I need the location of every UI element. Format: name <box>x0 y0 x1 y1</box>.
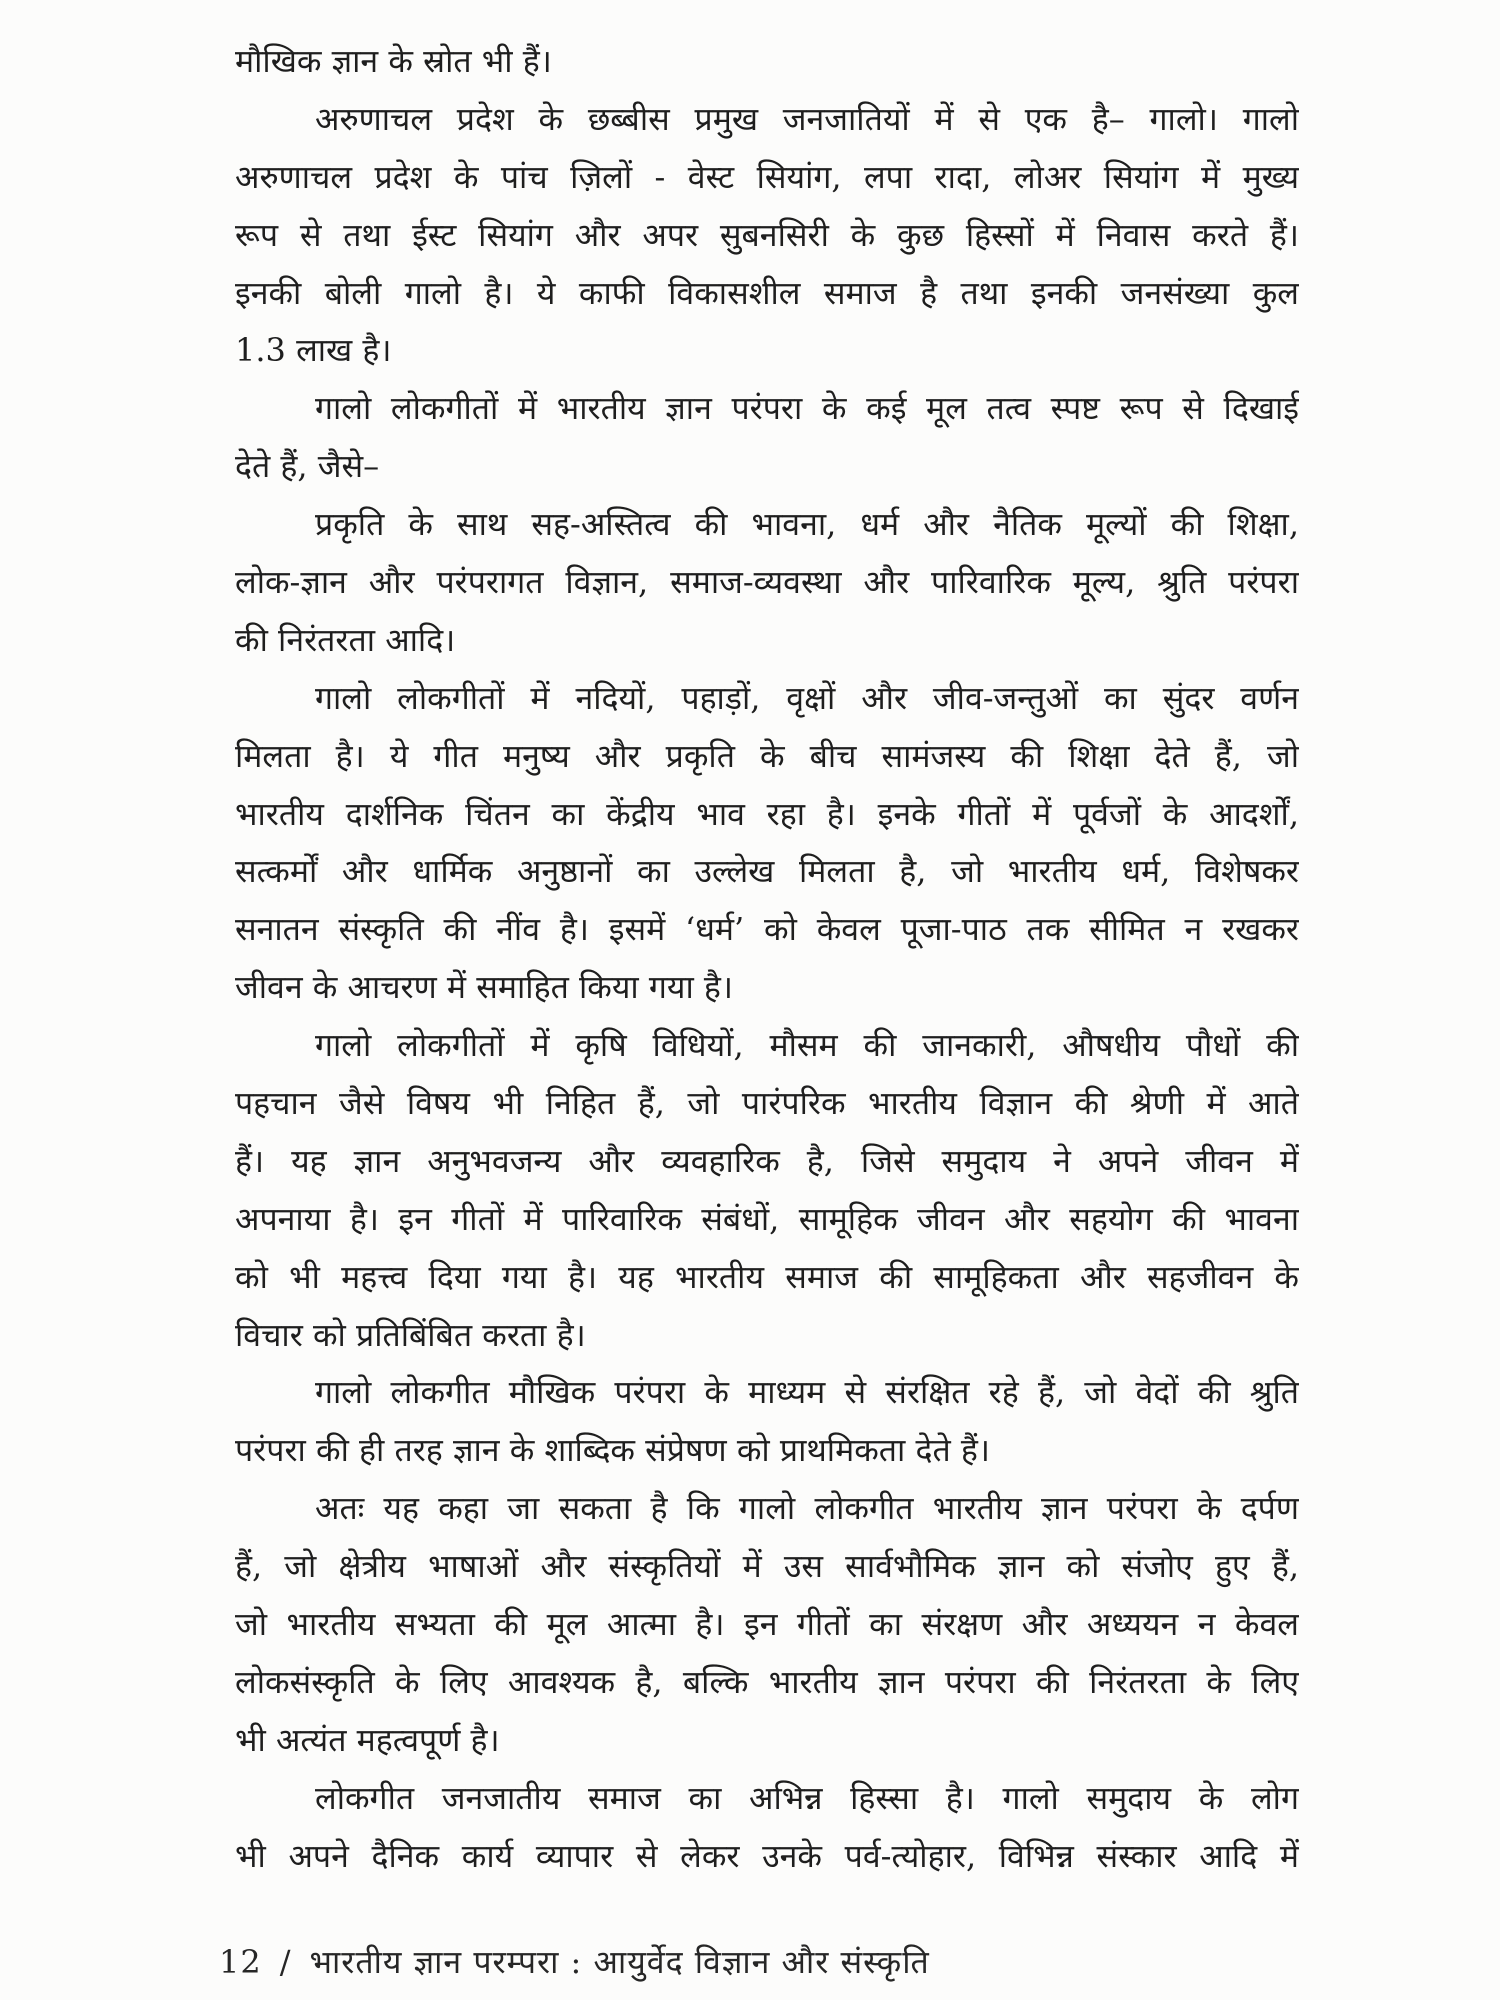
text-line: पहचान जैसे विषय भी निहित हैं, जो पारंपरिक भारतीय विज्ञान की श्रेणी में आते <box>235 1084 1299 1123</box>
text-line: मिलता है। ये गीत मनुष्य और प्रकृति के बीच सामंजस्य की शिक्षा देते हैं, जो <box>235 736 1299 775</box>
text-line: सनातन संस्कृति की नींव है। इसमें ‘धर्म’ को केवल पूजा-पाठ तक सीमित न रखकर <box>235 910 1299 949</box>
paragraph <box>235 670 1299 1017</box>
text-line: हैं, जो क्षेत्रीय भाषाओं और संस्कृतियों में उस सार्वभौमिक ज्ञान को संजोए हुए हैं, <box>235 1547 1299 1586</box>
text-line: जो भारतीय सभ्यता की मूल आत्मा है। इन गीतों का संरक्षण और अध्ययन न केवल <box>235 1605 1299 1644</box>
text-line: रूप से तथा ईस्ट सियांग और अपर सुबनसिरी के कुछ हिस्सों में निवास करते हैं। <box>235 215 1299 254</box>
text-line: की निरंतरता आदि। <box>235 620 456 659</box>
text-line: प्रकृति के साथ सह-अस्तित्व की भावना, धर्म और नैतिक मूल्यों की शिक्षा, <box>315 505 1299 544</box>
text-line: देते हैं, जैसे– <box>235 447 380 486</box>
body-text <box>235 33 1299 1886</box>
text-line: अरुणाचल प्रदेश के पांच ज़िलों - वेस्ट सियांग, लपा रादा, लोअर सियांग में मुख्य <box>235 157 1299 196</box>
paragraph <box>235 33 1299 91</box>
text-line: सत्कर्मों और धार्मिक अनुष्ठानों का उल्लेख मिलता है, जो भारतीय धर्म, विशेषकर <box>235 852 1299 891</box>
text-line: हैं। यह ज्ञान अनुभवजन्य और व्यवहारिक है, जिसे समुदाय ने अपने जीवन में <box>235 1141 1299 1180</box>
text-line: लोकगीत जनजातीय समाज का अभिन्न हिस्सा है। गालो समुदाय के लोग <box>315 1778 1299 1817</box>
text-line: अपनाया है। इन गीतों में पारिवारिक संबंधों, सामूहिक जीवन और सहयोग की भावना <box>235 1199 1299 1238</box>
text-line: गालो लोकगीतों में भारतीय ज्ञान परंपरा के कई मूल तत्व स्पष्ट रूप से दिखाई <box>315 389 1299 428</box>
text-line: 1.3 लाख है। <box>235 331 392 370</box>
text-line: भी अत्यंत महत्वपूर्ण है। <box>235 1720 500 1759</box>
text-line: अरुणाचल प्रदेश के छब्बीस प्रमुख जनजातियों में से एक है– गालो। गालो <box>315 99 1299 138</box>
text-line: को भी महत्त्व दिया गया है। यह भारतीय समाज की सामूहिकता और सहजीवन के <box>235 1257 1299 1296</box>
page-footer <box>219 1937 930 1987</box>
running-title: भारतीय ज्ञान परम्परा : आयुर्वेद विज्ञान और संस्कृति <box>309 1943 930 1981</box>
paragraph <box>235 496 1299 670</box>
text-line: जीवन के आचरण में समाहित किया गया है। <box>235 968 734 1007</box>
paragraph <box>235 1770 1299 1886</box>
text-line: अतः यह कहा जा सकता है कि गालो लोकगीत भारतीय ज्ञान परंपरा के दर्पण <box>315 1489 1299 1528</box>
paragraph <box>235 1480 1299 1769</box>
text-line: लोक-ज्ञान और परंपरागत विज्ञान, समाज-व्यवस्था और पारिवारिक मूल्य, श्रुति परंपरा <box>235 563 1299 602</box>
text-line: विचार को प्रतिबिंबित करता है। <box>235 1315 586 1354</box>
footer-separator: / <box>279 1943 292 1981</box>
text-line: इनकी बोली गालो है। ये काफी विकासशील समाज है तथा इनकी जनसंख्या कुल <box>235 273 1299 312</box>
text-line: मौखिक ज्ञान के स्रोत भी हैं। <box>235 42 552 80</box>
text-line: परंपरा की ही तरह ज्ञान के शाब्दिक संप्रेषण को प्राथमिकता देते हैं। <box>235 1431 991 1470</box>
paragraph <box>235 91 1299 380</box>
paragraph <box>235 380 1299 496</box>
text-line: गालो लोकगीत मौखिक परंपरा के माध्यम से संरक्षित रहे हैं, जो वेदों की श्रुति <box>315 1373 1299 1412</box>
text-line: गालो लोकगीतों में नदियों, पहाड़ों, वृक्षों और जीव-जन्तुओं का सुंदर वर्णन <box>315 678 1299 717</box>
text-line: लोकसंस्कृति के लिए आवश्यक है, बल्कि भारतीय ज्ञान परंपरा की निरंतरता के लिए <box>235 1662 1299 1701</box>
paragraph <box>235 1017 1299 1364</box>
text-line: भी अपने दैनिक कार्य व्यापार से लेकर उनके पर्व-त्योहार, विभिन्न संस्कार आदि में <box>235 1836 1299 1875</box>
paragraph <box>235 1364 1299 1480</box>
page-number: 12 <box>219 1943 262 1981</box>
text-line: गालो लोकगीतों में कृषि विधियों, मौसम की जानकारी, औषधीय पौधों की <box>315 1026 1299 1065</box>
text-line: भारतीय दार्शनिक चिंतन का केंद्रीय भाव रहा है। इनके गीतों में पूर्वजों के आदर्शों, <box>235 794 1299 833</box>
